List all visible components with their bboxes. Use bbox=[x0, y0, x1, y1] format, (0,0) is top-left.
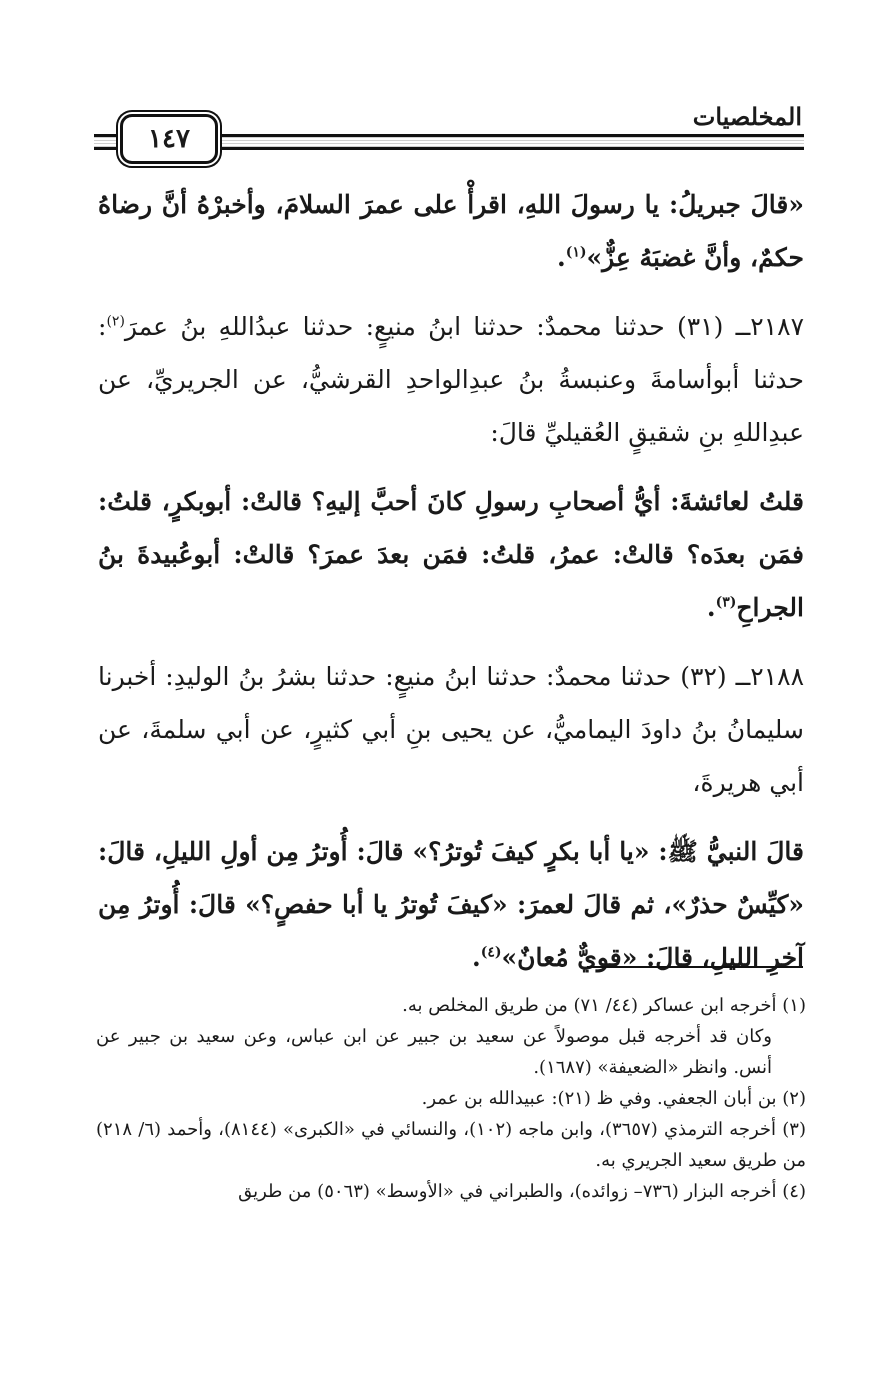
main-text bbox=[98, 178, 804, 1000]
page-header bbox=[94, 100, 804, 160]
footnote-2: (٢) بن أبان الجعفي. وفي ظ (٢١): عبيدالله بن عمر. bbox=[421, 1088, 806, 1109]
footnotes bbox=[96, 990, 806, 1207]
hadith-text-2188: قالَ النبيُّ ﷺ: «يا أبا بكرٍ كيفَ تُوترُ؟» قالَ: أُوترُ مِن أولِ الليلِ، قالَ: «كيِّسٌ حذرٌ»، ثم قالَ لعمرَ: «كيفَ تُوترُ يا أبا حفصٍ؟» قالَ: أُوترُ مِن آخرِ الليلِ، قالَ: «قويٌّ مُعانٌ»$^{(٤)}$. bbox=[98, 837, 804, 972]
footnote-separator bbox=[587, 966, 803, 968]
footnote-1: (١) أخرجه ابن عساكر (٤٤/ ٧١) من طريق المخلص به. bbox=[402, 995, 806, 1016]
hadith-text-2187: قلتُ لعائشةَ: أيُّ أصحابِ رسولِ كانَ أحبَّ إليهِ؟ قالتْ: أبوبكرٍ، قلتُ: فمَن بعدَه؟ قالتْ: عمرُ، قلتُ: فمَن بعدَ عمرَ؟ قالتْ: أبوعُبيدةَ بنُ الجراحِ$^{(٣)}$. bbox=[98, 487, 804, 622]
hadith-text-1: «قالَ جبريلُ: يا رسولَ اللهِ، اقرأْ على عمرَ السلامَ، وأخبرْهُ أنَّ رضاهُ حكمٌ، وأنَّ غضبَهُ عِزٌّ»$^{(١)}$. bbox=[98, 190, 804, 272]
isnad-2188: ٢١٨٨ــ (٣٢) حدثنا محمدٌ: حدثنا ابنُ منيعٍ: حدثنا بشرُ بنُ الوليدِ: أخبرنا سليمانُ بنُ داودَ اليماميُّ، عن يحيى بنِ أبي كثيرٍ، عن أبي سلمةَ، عن أبي هريرةَ، bbox=[98, 662, 804, 797]
footnote-1-continuation: وكان قد أخرجه قبل موصولاً عن سعيد بن جبير عن ابن عباس، وعن سعيد بن جبير عن أنس. وانظر «الضعيفة» (١٦٨٧). bbox=[96, 1026, 772, 1078]
footnote-4: (٤) أخرجه البزار (٧٣٦– زوائده)، والطبراني في «الأوسط» (٥٠٦٣) من طريق bbox=[238, 1181, 806, 1202]
page-number: ١٤٧ bbox=[120, 114, 218, 164]
running-title: المخلصيات bbox=[692, 102, 802, 131]
footnote-3: (٣) أخرجه الترمذي (٣٦٥٧)، وابن ماجه (١٠٢)، والنسائي في «الكبرى» (٨١٤٤)، وأحمد (٦/ ٢١٨) من طريق سعيد الجريري به. bbox=[96, 1119, 806, 1171]
isnad-2187: ٢١٨٧ــ (٣١) حدثنا محمدٌ: حدثنا ابنُ منيعٍ: حدثنا عبدُاللهِ بنُ عمرَ$^{(٢)}$: حدثنا أبوأسامةَ وعنبسةُ بنُ عبدِالواحدِ القرشيُّ، عن الجريريِّ، عن عبدِاللهِ بنِ شقيقٍ العُقيليِّ قالَ: bbox=[98, 312, 804, 447]
